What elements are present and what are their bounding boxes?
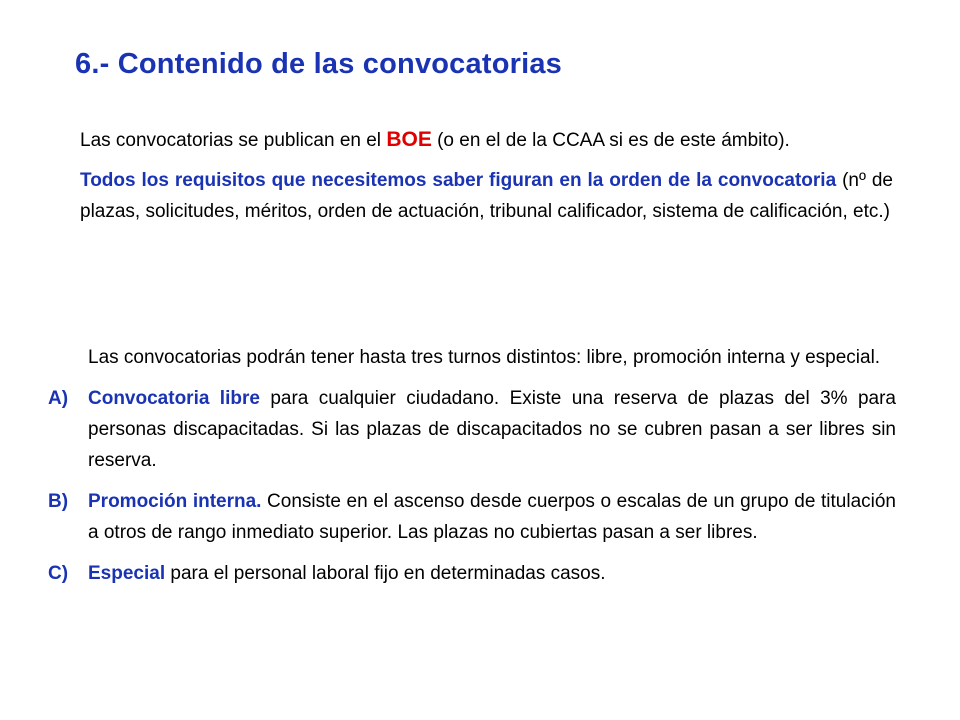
list-item-heading: Promoción interna.	[88, 491, 262, 512]
turno-item-libre	[48, 383, 896, 476]
turnos-intro: Las convocatorias podrán tener hasta tres turnos distintos: libre, promoción interna y especial.	[88, 347, 881, 368]
list-item-text	[88, 558, 896, 589]
slide-title: 6.- Contenido de las convocatorias	[75, 48, 563, 80]
publication-text-end: (o en el de la CCAA si es de este ámbito).	[431, 130, 790, 151]
list-item-body: para cualquier ciudadano. Existe una reserva de plazas del 3% para personas discapacitadas. Si las plazas de discapacitados no se cubren pasan a ser libres sin reserva.	[88, 388, 896, 471]
publication-text-start: Las convocatorias se publican en el	[80, 130, 387, 151]
requirements-highlight: Todos los requisitos que necesitemos saber figuran en la orden de la convocatoria	[80, 170, 837, 191]
list-item-heading: Convocatoria libre	[88, 388, 260, 409]
turno-item-especial	[48, 558, 896, 589]
requirements-paragraph	[80, 165, 893, 227]
list-item-body: Consiste en el ascenso desde cuerpos o escalas de un grupo de titulación a otros de rango inmediato superior. Las plazas no cubiertas pasan a ser libres.	[88, 491, 897, 543]
requirements-detail: (nº de plazas, solicitudes, méritos, orden de actuación, tribunal calificador, sistema de calificación, etc.)	[80, 170, 894, 222]
publication-paragraph	[80, 124, 893, 156]
list-marker: A)	[48, 388, 69, 409]
turnos-section	[48, 342, 896, 599]
list-item-heading: Especial	[88, 563, 166, 584]
publication-section	[80, 124, 893, 227]
turnos-list	[48, 383, 896, 589]
list-marker: B)	[48, 491, 69, 512]
list-marker: C)	[48, 563, 69, 584]
list-item-text	[88, 383, 896, 476]
boe-highlight: BOE	[386, 128, 432, 151]
turno-item-promocion	[48, 486, 896, 548]
list-item-text	[88, 486, 896, 548]
list-item-body: para el personal laboral fijo en determinadas casos.	[165, 563, 606, 584]
